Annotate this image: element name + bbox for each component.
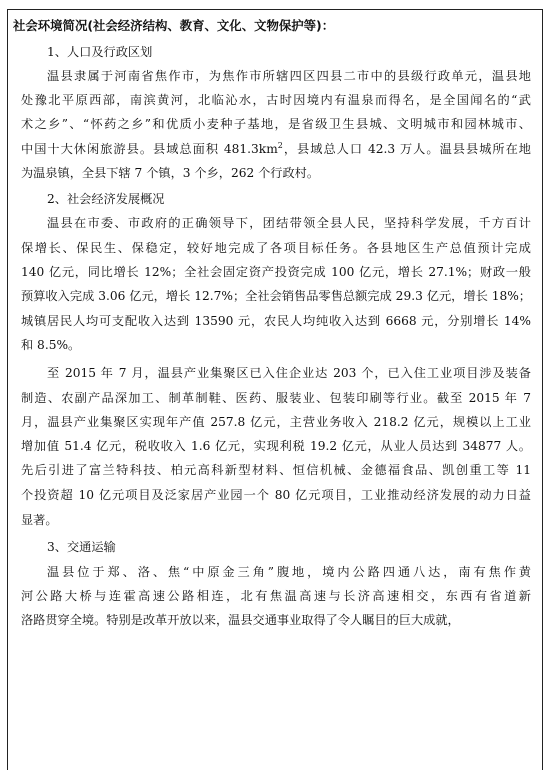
paragraph-line: 先后引进了富兰特科技、柏元高科新型材料、恒信机械、金德福食品、凯创重工等 11 xyxy=(21,463,531,477)
paragraph-line: 至 2015 年 7 月，温县产业集聚区已入住企业达 203 个，已入住工业项目涉及装备 xyxy=(47,366,531,380)
paragraph-line: 温县隶属于河南省焦作市，为焦作市所辖四区四县二市中的县级行政单元，温县地 xyxy=(47,69,531,83)
paragraph-line: 处豫北平原西部，南滨黄河，北临沁水，古时因境内有温泉而得名，是全国闻名的“武 xyxy=(21,93,531,107)
section-heading: 2、社会经济发展概况 xyxy=(47,192,165,206)
paragraph-line: 城镇居民人均可支配收入达到 13590 元，农民人均纯收入达到 6668 元，分别增长 14% xyxy=(21,314,531,328)
paragraph-line: 术之乡”、“怀药之乡”和优质小麦种子基地，是省级卫生县城、文明城市和园林城市、 xyxy=(21,117,531,131)
line-text: 中国十大休闲旅游县。县域总面积 481.3km xyxy=(21,142,278,156)
section-heading: 3、交通运输 xyxy=(47,540,116,554)
paragraph-line xyxy=(21,137,531,161)
paragraph-line: 个投资超 10 亿元项目及泛家居产业园一个 80 亿元项目，工业推动经济发展的动力日益 xyxy=(21,488,531,502)
paragraph-line: 140 亿元，同比增长 12%；全社会固定资产投资完成 100 亿元，增长 27.1%；财政一般 xyxy=(21,265,531,279)
paragraph-line: 洛路贯穿全境。特别是改革开放以来，温县交通事业取得了令人瞩目的巨大成就， xyxy=(21,613,460,627)
paragraph-line: 增加值 51.4 亿元，税收收入 1.6 亿元，实现利税 19.2 亿元，从业人员达到 34877 人。 xyxy=(21,439,531,453)
paragraph-line: 温县在市委、市政府的正确领导下，团结带领全县人民，坚持科学发展，千方百计 xyxy=(47,216,531,230)
line-text: ，县域总人口 42.3 万人。温县县城所在地 xyxy=(282,142,531,156)
paragraph-line: 保增长、保民生、保稳定，较好地完成了各项目标任务。各县地区生产总值预计完成 xyxy=(21,241,531,255)
paragraph-line: 河公路大桥与连霍高速公路相连，北有焦温高速与长济高速相交，东西有省道新 xyxy=(21,589,531,603)
paragraph-line: 月，温县产业集聚区实现年产值 257.8 亿元，主营业务收入 218.2 亿元，规模以上工业 xyxy=(21,415,531,429)
paragraph-line: 温县位于郑、洛、焦“中原金三角”腹地，境内公路四通八达，南有焦作黄 xyxy=(47,565,531,579)
section-heading: 1、人口及行政区划 xyxy=(47,45,153,59)
area-unit-superscript: 2 xyxy=(277,140,283,150)
paragraph-line: 和 8.5%。 xyxy=(21,338,81,352)
paragraph-line: 预算收入完成 3.06 亿元，增长 12.7%；全社会销售品零售总额完成 29.3 亿元，增长 18%； xyxy=(21,289,531,303)
paragraph-line: 制造、农副产品深加工、制革制鞋、医药、服装业、包装印刷等行业。截至 2015 年 7 xyxy=(21,391,531,405)
paragraph-line: 为温泉镇，全县下辖 7 个镇，3 个乡，262 个行政村。 xyxy=(21,166,320,180)
section-title: 社会环境简况(社会经济结构、教育、文化、文物保护等)： xyxy=(13,18,335,33)
paragraph-line: 显著。 xyxy=(21,513,58,527)
